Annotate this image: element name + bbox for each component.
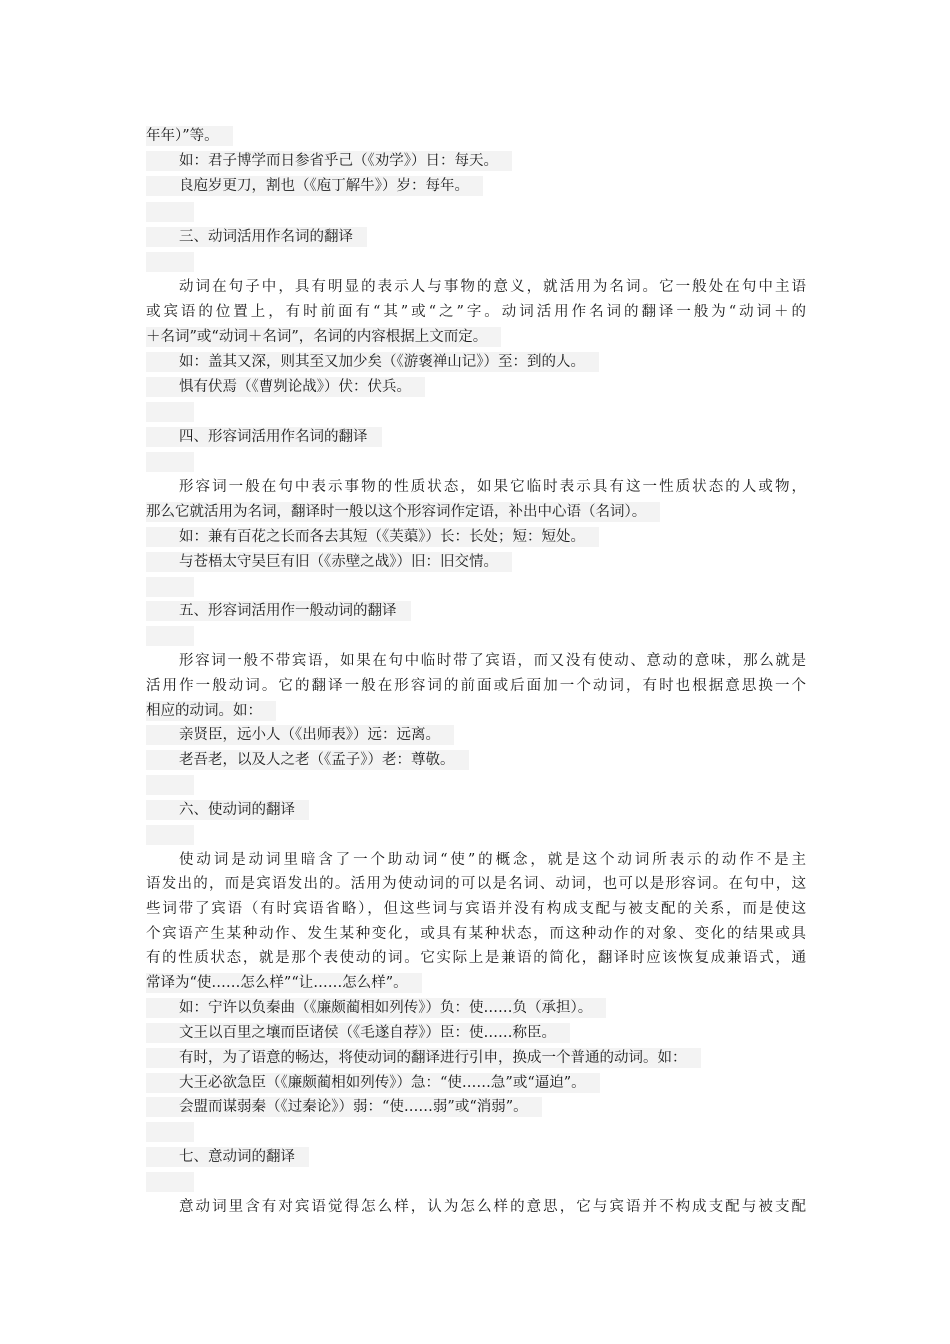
paragraph-line: 相应的动词。如： xyxy=(146,701,276,721)
example-line: 文王以百里之壤而臣诸侯（《毛遂自荐》）臣：使……称臣。 xyxy=(146,1023,570,1043)
text-line: 年年）”等。 xyxy=(146,126,233,146)
example-line: 惧有伏焉（《曹刿论战》）伏：伏兵。 xyxy=(146,377,425,397)
paragraph-line: 有的性质状态，就是那个表使动的词。它实际上是兼语的简化，翻译时应该恢复成兼语式，通 xyxy=(146,950,806,966)
example-line: 如：盖其又深，则其至又加少矣（《游褒禅山记》）至：到的人。 xyxy=(146,352,599,372)
paragraph-line: 语发出的，而是宾语发出的。活用为使动词的可以是名词、动词，也可以是形容词。在句中，这 xyxy=(146,876,806,892)
example-line: 如：宁许以负秦曲（《廉颇蔺相如列传》）负：使……负（承担）。 xyxy=(146,998,606,1018)
paragraph-line: 形容词一般不带宾语，如果在句中临时带了宾语，而又没有使动、意动的意味，那么就是 xyxy=(179,653,806,669)
paragraph-line: 动词在句子中，具有明显的表示人与事物的意义，就活用为名词。它一般处在句中主语 xyxy=(179,279,806,295)
paragraph-line: 使动词是动词里暗含了一个助动词“使”的概念，就是这个动词所表示的动作不是主 xyxy=(179,852,806,868)
paragraph-line: 活用作一般动词。它的翻译一般在形容词的前面或后面加一个动词，有时也根据意思换一个 xyxy=(146,678,806,694)
paragraph-line: ＋名词”或“动词＋名词”，名词的内容根据上文而定。 xyxy=(146,327,501,347)
blank-line xyxy=(146,1122,194,1142)
example-line: 会盟而谋弱秦（《过秦论》）弱：“使……弱”或“消弱”。 xyxy=(146,1097,542,1117)
section-heading: 五、形容词活用作一般动词的翻译 xyxy=(146,601,411,621)
paragraph-line: 意动词里含有对宾语觉得怎么样，认为怎么样的意思，它与宾语并不构成支配与被支配 xyxy=(179,1199,806,1215)
blank-line xyxy=(146,626,194,646)
paragraph-line: 常译为“使……怎么样”“让……怎么样”。 xyxy=(146,973,422,993)
example-line: 老吾老，以及人之老（《孟子》）老：尊敬。 xyxy=(146,750,469,770)
paragraph-line: 个宾语产生某种动作、发生某种变化，或具有某种状态，而这种动作的对象、变化的结果或具 xyxy=(146,926,806,942)
blank-line xyxy=(146,252,194,272)
example-line: 有时，为了语意的畅达，将使动词的翻译进行引申，换成一个普通的动词。如： xyxy=(146,1048,701,1068)
blank-line xyxy=(146,825,194,845)
paragraph-line: 形容词一般在句中表示事物的性质状态，如果它临时表示具有这一性质状态的人或物， xyxy=(179,479,806,495)
paragraph-line: 那么它就活用为名词，翻译时一般以这个形容词作定语，补出中心语（名词）。 xyxy=(146,502,660,522)
blank-line xyxy=(146,775,194,795)
example-line: 与苍梧太守吴巨有旧（《赤壁之战》）旧：旧交情。 xyxy=(146,552,512,572)
blank-line xyxy=(146,1172,194,1192)
paragraph-line: 或宾语的位置上，有时前面有“其”或“之”字。动词活用作名词的翻译一般为“动词＋的 xyxy=(146,304,806,320)
example-line: 良庖岁更刀，割也（《庖丁解牛》）岁：每年。 xyxy=(146,176,483,196)
blank-line xyxy=(146,202,194,222)
paragraph-line: 些词带了宾语（有时宾语省略），但这些词与宾语并没有构成支配与被支配的关系，而是使这 xyxy=(146,901,806,917)
blank-line xyxy=(146,402,194,422)
blank-line xyxy=(146,452,194,472)
section-heading: 四、形容词活用作名词的翻译 xyxy=(146,427,382,447)
section-heading: 三、动词活用作名词的翻译 xyxy=(146,227,367,247)
example-line: 大王必欲急臣（《廉颇蔺相如列传》）急：“使……急”或“逼迫”。 xyxy=(146,1073,600,1093)
example-line: 如：君子博学而日参省乎己（《劝学》）日：每天。 xyxy=(146,151,512,171)
section-heading: 六、使动词的翻译 xyxy=(146,800,309,820)
section-heading: 七、意动词的翻译 xyxy=(146,1147,309,1167)
example-line: 如：兼有百花之长而各去其短（《芙蕖》）长：长处；短：短处。 xyxy=(146,527,599,547)
example-line: 亲贤臣，远小人（《出师表》）远：远离。 xyxy=(146,725,454,745)
blank-line xyxy=(146,577,194,597)
